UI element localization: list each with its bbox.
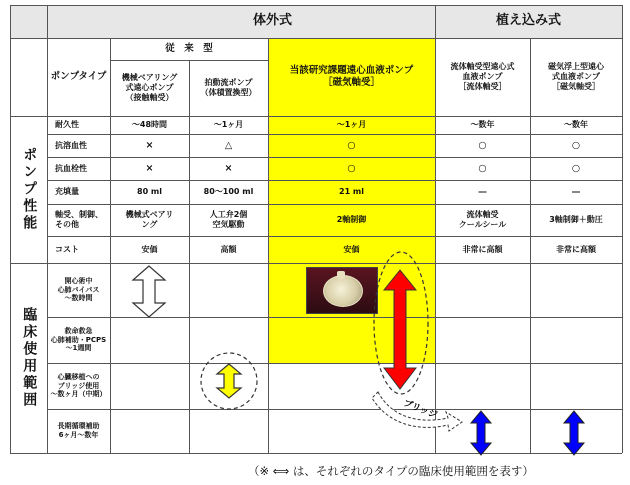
- footnote: （※ ⟺ は、それぞれのタイプの臨床使用範囲を表す）: [248, 464, 534, 478]
- cell: ○: [478, 162, 487, 174]
- row-label-durability: 耐久性: [55, 120, 79, 129]
- col-hydrodynamic: 流体軸受型遠心式 血液ポンプ ［流体軸受］: [450, 62, 515, 91]
- cell: ×: [145, 162, 154, 174]
- header-implant: 植え込み式: [495, 13, 561, 29]
- conventional-label: 従 来 型: [165, 43, 213, 55]
- yellow-range-arrow: [217, 364, 241, 398]
- bridge-label: ブリッジ: [401, 398, 439, 421]
- cell: ×: [145, 139, 154, 151]
- row-label-antihemolysis: 抗溶血性: [55, 140, 87, 150]
- col-mechanical-bearing: 機械ベアリング 式遠心ポンプ （接触軸受）: [121, 73, 178, 102]
- row-label-cost: コスト: [55, 244, 79, 254]
- cell: △: [224, 139, 233, 151]
- row-label-priming-volume: 充填量: [55, 187, 79, 196]
- cell: 人工弁2個 空気駆動: [209, 210, 248, 229]
- red-range-arrow: [384, 270, 416, 389]
- blue-range-arrow-hydrodynamic: [471, 411, 491, 455]
- header-external: 体外式: [252, 13, 292, 29]
- col-research-pump: 当該研究課題遠心血液ポンプ ［磁気軸受］: [289, 65, 414, 88]
- cell: ～数年: [470, 120, 495, 129]
- cell: ～1ヶ月: [213, 120, 244, 129]
- cell: 高額: [220, 244, 237, 254]
- cell: ○: [478, 139, 487, 151]
- section-clinical: 臨床使用範囲: [21, 307, 38, 409]
- cell: 非常に高額: [462, 244, 503, 254]
- clinical-label-bypass: 開心術中 心肺バイパス ～数時間: [57, 276, 100, 303]
- section-performance: ポンプ性能: [21, 147, 38, 232]
- cell: 21 ml: [339, 187, 364, 196]
- cell: 安価: [141, 244, 158, 254]
- cell: 安価: [343, 244, 360, 254]
- cell: ○: [571, 162, 581, 174]
- col-maglev: 磁気浮上型遠心 式血液ポンプ ［磁気軸受］: [548, 62, 604, 91]
- cell: ～数年: [564, 120, 588, 129]
- cell: ～1ヶ月: [336, 120, 367, 129]
- cell: 流体軸受 クールシール: [458, 210, 507, 229]
- white-range-arrow: [133, 266, 165, 317]
- cell: 80～100 ml: [203, 187, 254, 196]
- clinical-label-bridge: 心臓移植への ブリッジ使用 ～数ヶ月（中期）: [50, 372, 107, 399]
- pump-type-label: ポンプタイプ: [50, 71, 107, 83]
- clinical-label-long-term: 長期循環補助 6ヶ月～数年: [57, 422, 100, 439]
- cell: ×: [224, 162, 233, 174]
- cell: 3軸制御＋動圧: [549, 215, 603, 224]
- cell: ―: [478, 187, 487, 196]
- cell: 80 ml: [137, 187, 162, 196]
- cell: ○: [571, 139, 581, 151]
- col-pulsatile: 拍動流ポンプ （体積置換型）: [200, 78, 257, 97]
- cell: 非常に高額: [556, 244, 596, 254]
- cell: 機械式ベアリ ング: [125, 210, 174, 229]
- row-label-antithrombosis: 抗血栓性: [55, 163, 87, 173]
- clinical-label-emergency: 救命救急 心肺補助・PCPS ～1週間: [50, 326, 107, 353]
- row-label-bearing-control: 軸受、制御、 その他: [55, 210, 103, 229]
- blue-range-arrow-maglev: [564, 411, 584, 455]
- cell: ―: [572, 187, 580, 196]
- cell: ○: [347, 139, 356, 151]
- cell: ○: [347, 162, 356, 174]
- cell: 2軸制御: [336, 215, 367, 224]
- cell: ～48時間: [131, 120, 168, 129]
